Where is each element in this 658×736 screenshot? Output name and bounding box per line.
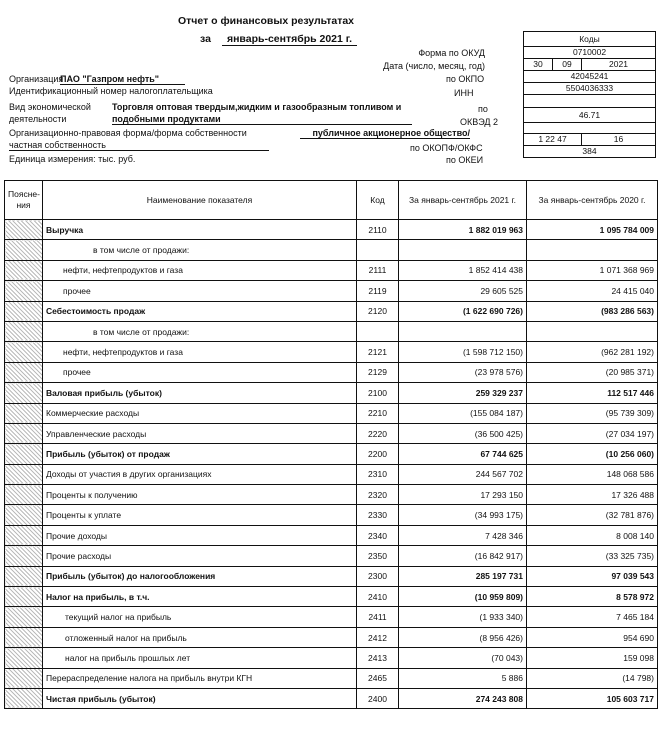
row-current-value: (1 622 690 726) [399, 301, 527, 321]
row-code: 2200 [357, 444, 399, 464]
okfs-code: 16 [582, 134, 656, 146]
notes-cell [5, 546, 43, 566]
row-previous-value: 1 071 368 969 [527, 260, 658, 280]
row-name: прочее [43, 281, 357, 301]
row-name: Прочие расходы [43, 546, 357, 566]
table-row [5, 444, 658, 464]
row-previous-value [527, 321, 658, 341]
okud-form-label: Форма по ОКУД [418, 48, 485, 58]
row-previous-value: (14 798) [527, 668, 658, 688]
row-previous-value: 159 098 [527, 648, 658, 668]
notes-cell [5, 505, 43, 525]
table-row [5, 648, 658, 668]
row-code: 2110 [357, 220, 399, 240]
okopf-code: 1 22 47 [524, 134, 582, 146]
row-name: налог на прибыль прошлых лет [43, 648, 357, 668]
inn-desc-label: Идентификационный номер налогоплательщика [9, 86, 213, 96]
row-name: Прибыль (убыток) от продаж [43, 444, 357, 464]
notes-cell [5, 362, 43, 382]
row-previous-value: 112 517 446 [527, 383, 658, 403]
okei-label: по ОКЕИ [446, 155, 484, 165]
codes-box [523, 31, 656, 158]
notes-cell [5, 260, 43, 280]
table-row [5, 587, 658, 607]
okud-code: 0710002 [524, 47, 656, 59]
row-name: Прибыль (убыток) до налогообложения [43, 566, 357, 586]
table-row [5, 383, 658, 403]
row-previous-value: (32 781 876) [527, 505, 658, 525]
row-current-value: (16 842 917) [399, 546, 527, 566]
row-current-value: 274 243 808 [399, 688, 527, 708]
okpo-code: 42045241 [524, 71, 656, 83]
table-row [5, 546, 658, 566]
row-current-value: (70 043) [399, 648, 527, 668]
row-previous-value: (33 325 735) [527, 546, 658, 566]
notes-cell [5, 566, 43, 586]
table-row [5, 403, 658, 423]
row-current-value: 259 329 237 [399, 383, 527, 403]
notes-cell [5, 587, 43, 607]
table-row [5, 627, 658, 647]
col-header-name: Наименование показателя [43, 181, 357, 220]
row-code: 2412 [357, 627, 399, 647]
row-code: 2413 [357, 648, 399, 668]
org-name: ПАО "Газпром нефть" [60, 74, 185, 85]
row-code [357, 240, 399, 260]
date-year: 2021 [582, 59, 656, 71]
notes-cell [5, 525, 43, 545]
row-name: Перераспределение налога на прибыль внутри КГН [43, 668, 357, 688]
table-row [5, 525, 658, 545]
row-previous-value: 7 465 184 [527, 607, 658, 627]
notes-cell [5, 342, 43, 362]
table-row [5, 423, 658, 443]
row-current-value: (1 598 712 150) [399, 342, 527, 362]
activity-value-1: Торговля оптовая твердым,жидким и газообразным топливом и [112, 102, 402, 112]
activity-value-2: подобными продуктами [112, 114, 412, 125]
row-previous-value: 148 068 586 [527, 464, 658, 484]
inn-code: 5504036333 [524, 83, 656, 95]
col-header-notes: Поясне-ния [5, 181, 43, 220]
row-previous-value: 954 690 [527, 627, 658, 647]
row-previous-value: 8 008 140 [527, 525, 658, 545]
table-row [5, 301, 658, 321]
row-name: нефти, нефтепродуктов и газа [43, 260, 357, 280]
row-current-value: 1 882 019 963 [399, 220, 527, 240]
unit-label: Единица измерения: тыс. руб. [9, 154, 136, 164]
notes-cell [5, 220, 43, 240]
col-header-code: Код [357, 181, 399, 220]
row-previous-value: 24 415 040 [527, 281, 658, 301]
table-row [5, 362, 658, 382]
inn-label: ИНН [454, 88, 474, 98]
period-prefix: за [200, 33, 211, 45]
row-previous-value: 17 326 488 [527, 485, 658, 505]
table-row [5, 505, 658, 525]
notes-cell [5, 648, 43, 668]
table-row [5, 220, 658, 240]
notes-cell [5, 423, 43, 443]
notes-cell [5, 485, 43, 505]
row-name: Прочие доходы [43, 525, 357, 545]
okpo-label: по ОКПО [446, 74, 485, 84]
row-previous-value: (983 286 563) [527, 301, 658, 321]
table-row [5, 321, 658, 341]
row-code: 2340 [357, 525, 399, 545]
date-month: 09 [553, 59, 582, 71]
row-previous-value: (95 739 309) [527, 403, 658, 423]
row-current-value: 244 567 702 [399, 464, 527, 484]
row-current-value: 17 293 150 [399, 485, 527, 505]
row-previous-value: (27 034 197) [527, 423, 658, 443]
row-name: Налог на прибыль, в т.ч. [43, 587, 357, 607]
okei-code: 384 [524, 146, 656, 158]
okopf-okfs-label: по ОКОПФ/ОКФС [410, 143, 483, 153]
table-row [5, 464, 658, 484]
activity-code-label-1: по [478, 104, 488, 114]
row-code: 2330 [357, 505, 399, 525]
financial-results-table [4, 180, 658, 709]
row-current-value: (8 956 426) [399, 627, 527, 647]
row-current-value: 29 605 525 [399, 281, 527, 301]
row-name: в том числе от продажи: [43, 321, 357, 341]
row-current-value: 5 886 [399, 668, 527, 688]
row-name: Управленческие расходы [43, 423, 357, 443]
row-code: 2119 [357, 281, 399, 301]
row-code [357, 321, 399, 341]
row-code: 2350 [357, 546, 399, 566]
row-name: текущий налог на прибыль [43, 607, 357, 627]
org-label: Организация [9, 74, 64, 84]
row-code: 2210 [357, 403, 399, 423]
row-name: Выручка [43, 220, 357, 240]
ownership-label: частная собственность [9, 140, 269, 151]
row-name: в том числе от продажи: [43, 240, 357, 260]
row-current-value: (34 993 175) [399, 505, 527, 525]
row-previous-value: 97 039 543 [527, 566, 658, 586]
activity-label-1: Вид экономической [9, 102, 91, 112]
table-row [5, 668, 658, 688]
legal-form-label: Организационно-правовая форма/форма собственности [9, 128, 247, 138]
row-code: 2410 [357, 587, 399, 607]
row-name: Коммерческие расходы [43, 403, 357, 423]
notes-cell [5, 281, 43, 301]
row-name: отложенный налог на прибыль [43, 627, 357, 647]
table-row [5, 485, 658, 505]
col-header-previous: За январь-сентябрь 2020 г. [527, 181, 658, 220]
row-name: Валовая прибыль (убыток) [43, 383, 357, 403]
notes-cell [5, 444, 43, 464]
row-current-value [399, 321, 527, 341]
row-code: 2320 [357, 485, 399, 505]
table-row [5, 688, 658, 708]
row-code: 2220 [357, 423, 399, 443]
row-previous-value [527, 240, 658, 260]
notes-cell [5, 607, 43, 627]
table-row [5, 342, 658, 362]
row-current-value: (23 978 576) [399, 362, 527, 382]
row-current-value: 67 744 625 [399, 444, 527, 464]
row-previous-value: 8 578 972 [527, 587, 658, 607]
row-code: 2310 [357, 464, 399, 484]
row-name: Проценты к уплате [43, 505, 357, 525]
row-current-value: (10 959 809) [399, 587, 527, 607]
notes-cell [5, 240, 43, 260]
row-code: 2400 [357, 688, 399, 708]
row-current-value: 285 197 731 [399, 566, 527, 586]
okved-label: ОКВЭД 2 [460, 117, 499, 127]
report-title: Отчет о финансовых результатах [178, 15, 355, 27]
notes-cell [5, 464, 43, 484]
row-name: нефти, нефтепродуктов и газа [43, 342, 357, 362]
row-code: 2465 [357, 668, 399, 688]
activity-label-2: деятельности [9, 114, 67, 124]
table-row [5, 281, 658, 301]
row-code: 2111 [357, 260, 399, 280]
codes-header: Коды [524, 32, 656, 47]
row-code: 2411 [357, 607, 399, 627]
table-row [5, 240, 658, 260]
date-label: Дата (число, месяц, год) [383, 61, 485, 71]
notes-cell [5, 403, 43, 423]
row-code: 2129 [357, 362, 399, 382]
row-previous-value: (962 281 192) [527, 342, 658, 362]
notes-cell [5, 301, 43, 321]
row-code: 2120 [357, 301, 399, 321]
report-period: январь-сентябрь 2021 г. [222, 33, 357, 46]
notes-cell [5, 668, 43, 688]
row-name: прочее [43, 362, 357, 382]
row-current-value: (36 500 425) [399, 423, 527, 443]
date-day: 30 [524, 59, 553, 71]
row-current-value: 7 428 346 [399, 525, 527, 545]
row-name: Доходы от участия в других организациях [43, 464, 357, 484]
row-code: 2100 [357, 383, 399, 403]
notes-cell [5, 383, 43, 403]
row-name: Чистая прибыль (убыток) [43, 688, 357, 708]
notes-cell [5, 688, 43, 708]
table-row [5, 607, 658, 627]
row-code: 2300 [357, 566, 399, 586]
row-previous-value: 1 095 784 009 [527, 220, 658, 240]
table-row [5, 260, 658, 280]
row-name: Проценты к получению [43, 485, 357, 505]
row-previous-value: (20 985 371) [527, 362, 658, 382]
row-code: 2121 [357, 342, 399, 362]
row-current-value: (1 933 340) [399, 607, 527, 627]
col-header-current: За январь-сентябрь 2021 г. [399, 181, 527, 220]
table-row [5, 566, 658, 586]
row-current-value: (155 084 187) [399, 403, 527, 423]
row-current-value [399, 240, 527, 260]
okved-code: 46.71 [524, 108, 656, 123]
row-previous-value: (10 256 060) [527, 444, 658, 464]
row-current-value: 1 852 414 438 [399, 260, 527, 280]
row-name: Себестоимость продаж [43, 301, 357, 321]
notes-cell [5, 627, 43, 647]
row-previous-value: 105 603 717 [527, 688, 658, 708]
legal-form-value: публичное акционерное общество/ [300, 128, 470, 139]
notes-cell [5, 321, 43, 341]
